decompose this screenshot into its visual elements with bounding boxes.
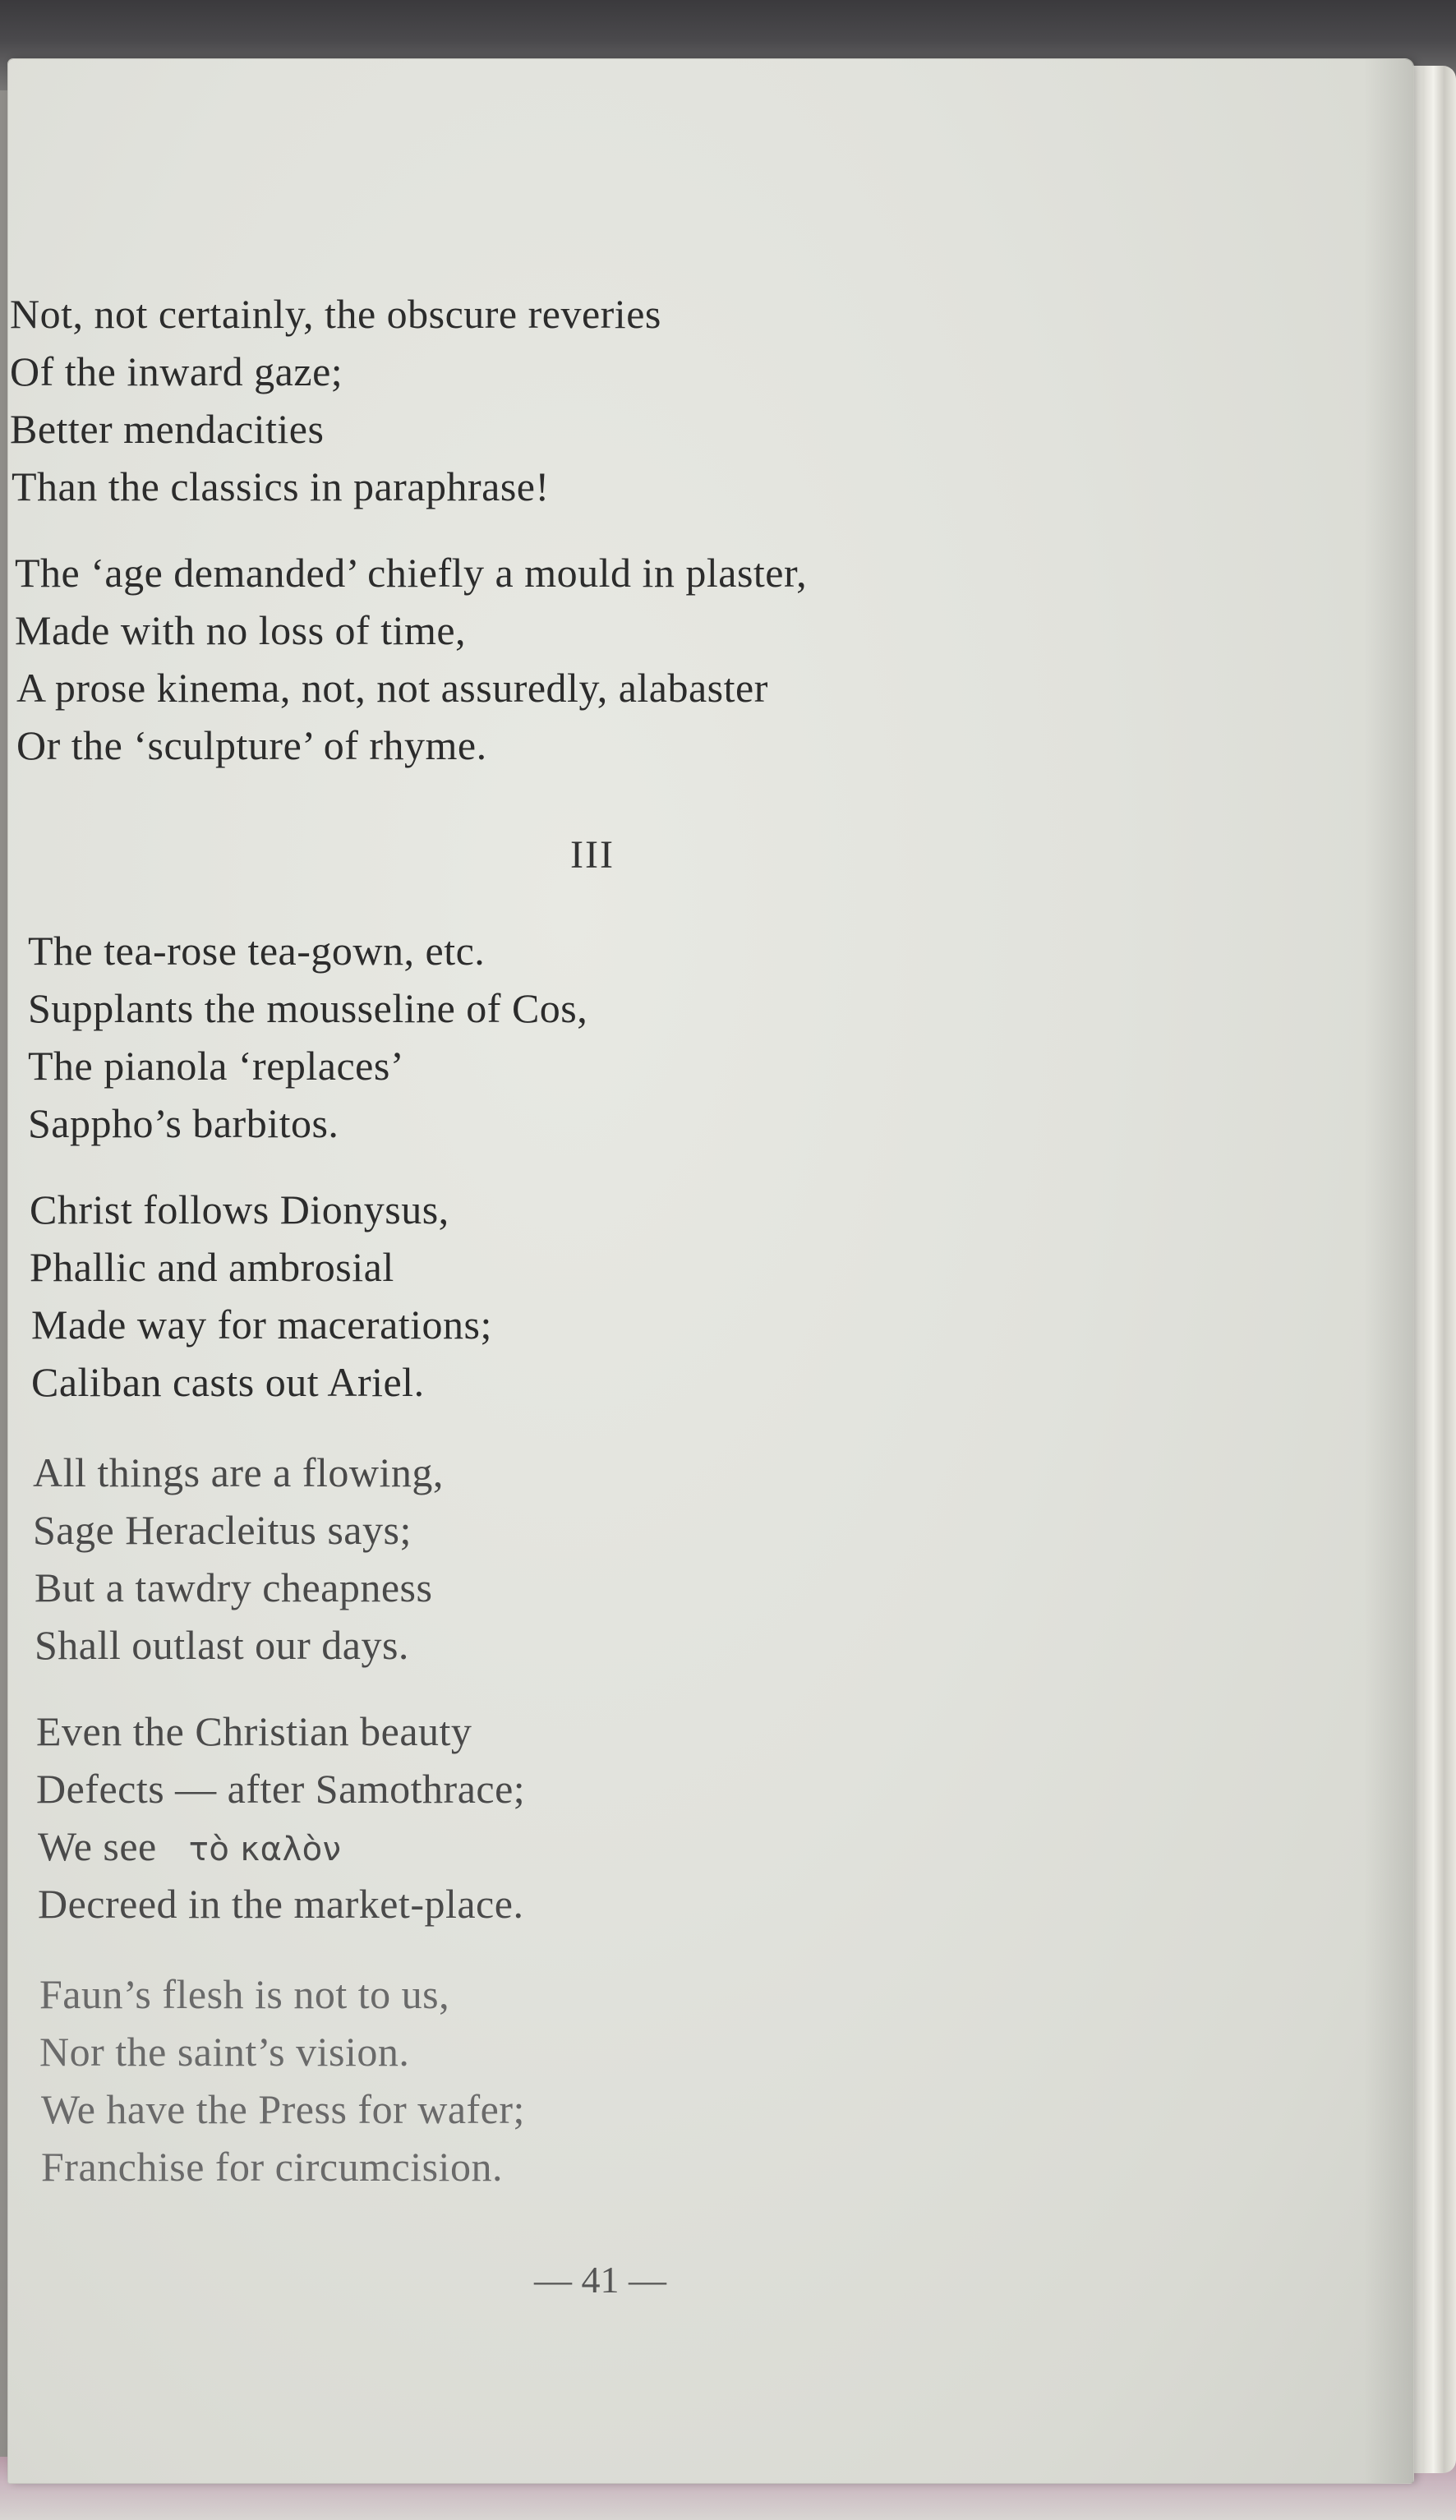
poem-line: The ‘age demanded’ chiefly a mould in plaster, — [15, 550, 808, 596]
poem-line: A prose kinema, not, not assuredly, alabaster — [16, 665, 768, 711]
poem-line: Or the ‘sculpture’ of rhyme. — [16, 722, 487, 768]
poem-line: Franchise for circumcision. — [41, 2144, 503, 2190]
poem-line: Nor the saint’s vision. — [39, 2029, 410, 2075]
poem-line: Decreed in the market-place. — [38, 1881, 524, 1927]
page-number: — 41 — — [534, 2259, 666, 2301]
poem-line — [38, 1823, 342, 1869]
poem-line: The tea-rose tea-gown, etc. — [28, 928, 486, 974]
poem-line: We have the Press for wafer; — [41, 2086, 525, 2132]
poem-line-text: We see — [38, 1823, 157, 1869]
poem-line: Better mendacities — [10, 406, 325, 452]
poem-line: Even the Christian beauty — [36, 1708, 472, 1754]
greek-phrase: τὸ καλὸν — [188, 1831, 342, 1868]
poem-line: Made way for macerations; — [31, 1301, 492, 1348]
book-page — [8, 59, 1413, 2483]
poem-line: Sappho’s barbitos. — [28, 1100, 339, 1146]
poem-line: Christ follows Dionysus, — [30, 1186, 449, 1232]
poem-line: Phallic and ambrosial — [30, 1244, 394, 1290]
poem-line: Not, not certainly, the obscure reveries — [10, 291, 661, 337]
poem-line: Supplants the mousseline of Cos, — [28, 985, 588, 1031]
poem-line: Than the classics in paraphrase! — [12, 463, 550, 509]
poem-line: Made with no loss of time, — [15, 607, 467, 653]
poem-line: Sage Heracleitus says; — [33, 1507, 412, 1553]
section-heading: III — [570, 833, 615, 877]
page-gutter-shadow — [1364, 59, 1413, 2483]
poem-line: Shall outlast our days. — [35, 1622, 409, 1668]
poem-line: All things are a flowing, — [33, 1449, 444, 1495]
poem-line: Of the inward gaze; — [10, 348, 343, 394]
poem-line: But a tawdry cheapness — [35, 1564, 433, 1610]
poem-line: The pianola ‘replaces’ — [28, 1043, 404, 1089]
poem-line: Defects — after Samothrace; — [36, 1766, 526, 1812]
poem-line: Caliban casts out Ariel. — [31, 1359, 425, 1405]
poem-line: Faun’s flesh is not to us, — [39, 1971, 450, 2017]
